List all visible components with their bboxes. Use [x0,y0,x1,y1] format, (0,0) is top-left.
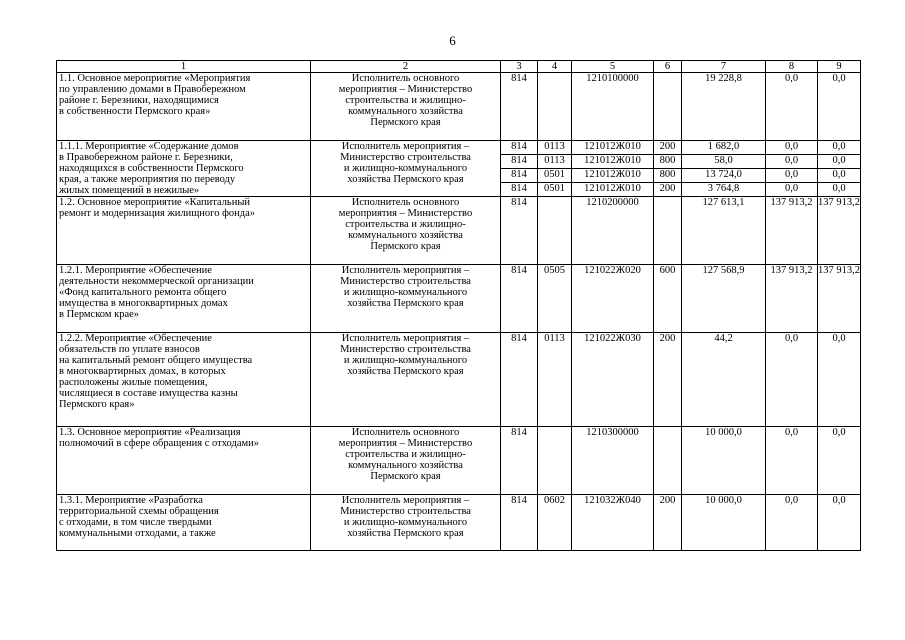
value-cell-c5: 121032Ж040 [572,495,654,551]
activity-name-cell: 1.3. Основное мероприятие «Реализация полномочий в сфере обращения с отходами» [57,427,311,495]
value-cell-c4: 0501 [538,169,572,183]
value-cell-c4 [538,73,572,141]
value-cell-c7: 10 000,0 [682,495,766,551]
value-cell-c7: 58,0 [682,155,766,169]
table-row [57,495,861,551]
header-cell: 3 [501,61,538,73]
value-cell-c5: 1210300000 [572,427,654,495]
value-cell-c6: 800 [654,155,682,169]
activity-name-cell: 1.3.1. Мероприятие «Разработка территориальной схемы обращения с отходами, в том числе твердыми коммунальными отходами, а также [57,495,311,551]
page-number: 6 [449,33,456,48]
value-cell-c5: 121012Ж010 [572,183,654,197]
executor-cell: Исполнитель мероприятия – Министерство строительства и жилищно-коммунального хозяйства Пермского края [311,495,501,551]
header-cell: 9 [818,61,861,73]
value-cell-c8: 0,0 [766,141,818,155]
table-row [57,73,861,141]
value-cell-c4: 0501 [538,183,572,197]
header-cell: 4 [538,61,572,73]
value-cell-c8: 0,0 [766,169,818,183]
value-cell-c4: 0602 [538,495,572,551]
activity-name-cell: 1.2. Основное мероприятие «Капитальный ремонт и модернизация жилищного фонда» [57,197,311,265]
value-cell-c7: 10 000,0 [682,427,766,495]
value-cell-c3: 814 [501,333,538,427]
value-cell-c7: 1 682,0 [682,141,766,155]
budget-table [56,60,861,551]
value-cell-c9: 0,0 [818,495,861,551]
value-cell-c7: 3 764,8 [682,183,766,197]
header-cell: 7 [682,61,766,73]
value-cell-c5: 121012Ж010 [572,155,654,169]
value-cell-c6: 800 [654,169,682,183]
value-cell-c6: 200 [654,333,682,427]
executor-cell: Исполнитель мероприятия – Министерство строительства и жилищно-коммунального хозяйства Пермского края [311,333,501,427]
value-cell-c4 [538,197,572,265]
value-cell-c5: 121022Ж030 [572,333,654,427]
header-cell: 1 [57,61,311,73]
table-row [57,265,861,333]
value-cell-c5: 121012Ж010 [572,141,654,155]
value-cell-c7: 127 568,9 [682,265,766,333]
table-row [57,333,861,427]
value-cell-c5: 121022Ж020 [572,265,654,333]
value-cell-c3: 814 [501,265,538,333]
table-row [57,427,861,495]
value-cell-c7: 44,2 [682,333,766,427]
value-cell-c8: 137 913,2 [766,265,818,333]
header-cell: 5 [572,61,654,73]
value-cell-c4: 0113 [538,333,572,427]
header-cell: 8 [766,61,818,73]
value-cell-c5: 121012Ж010 [572,169,654,183]
value-cell-c6 [654,73,682,141]
value-cell-c9: 0,0 [818,169,861,183]
value-cell-c5: 1210100000 [572,73,654,141]
value-cell-c9: 0,0 [818,141,861,155]
executor-cell: Исполнитель основного мероприятия – Министерство строительства и жилищно- коммунального хозяйства Пермского края [311,427,501,495]
header-cell: 2 [311,61,501,73]
value-cell-c4 [538,427,572,495]
value-cell-c4: 0505 [538,265,572,333]
value-cell-c6: 200 [654,495,682,551]
value-cell-c8: 0,0 [766,333,818,427]
value-cell-c3: 814 [501,495,538,551]
executor-cell: Исполнитель мероприятия – Министерство строительства и жилищно-коммунального хозяйства Пермского края [311,141,501,197]
value-cell-c3: 814 [501,141,538,155]
value-cell-c6 [654,197,682,265]
value-cell-c3: 814 [501,183,538,197]
value-cell-c6: 600 [654,265,682,333]
executor-cell: Исполнитель мероприятия – Министерство строительства и жилищно-коммунального хозяйства Пермского края [311,265,501,333]
value-cell-c3: 814 [501,73,538,141]
value-cell-c9: 0,0 [818,333,861,427]
value-cell-c8: 0,0 [766,495,818,551]
value-cell-c8: 0,0 [766,427,818,495]
value-cell-c9: 0,0 [818,155,861,169]
value-cell-c7: 13 724,0 [682,169,766,183]
value-cell-c6 [654,427,682,495]
value-cell-c9: 0,0 [818,183,861,197]
table-row [57,141,861,155]
activity-name-cell: 1.1.1. Мероприятие «Содержание домов в Правобережном районе г. Березники, находящихся в собственности Пермского края, а также мероприятия по переводу жилых помещений в нежилые» [57,141,311,197]
value-cell-c4: 0113 [538,141,572,155]
activity-name-cell: 1.1. Основное мероприятие «Мероприятия по управлению домами в Правобережном районе г. Березники, находящимися в собственности Пермского края» [57,73,311,141]
value-cell-c5: 1210200000 [572,197,654,265]
value-cell-c8: 0,0 [766,183,818,197]
value-cell-c8: 137 913,2 [766,197,818,265]
executor-cell: Исполнитель основного мероприятия – Министерство строительства и жилищно- коммунального хозяйства Пермского края [311,73,501,141]
header-cell: 6 [654,61,682,73]
value-cell-c3: 814 [501,169,538,183]
value-cell-c3: 814 [501,427,538,495]
value-cell-c7: 127 613,1 [682,197,766,265]
value-cell-c3: 814 [501,155,538,169]
value-cell-c8: 0,0 [766,155,818,169]
value-cell-c9: 137 913,2 [818,265,861,333]
value-cell-c6: 200 [654,183,682,197]
value-cell-c6: 200 [654,141,682,155]
value-cell-c4: 0113 [538,155,572,169]
value-cell-c3: 814 [501,197,538,265]
value-cell-c9: 0,0 [818,427,861,495]
value-cell-c8: 0,0 [766,73,818,141]
table-row [57,197,861,265]
executor-cell: Исполнитель основного мероприятия – Министерство строительства и жилищно- коммунального хозяйства Пермского края [311,197,501,265]
value-cell-c7: 19 228,8 [682,73,766,141]
activity-name-cell: 1.2.1. Мероприятие «Обеспечение деятельности некоммерческой организации «Фонд капитального ремонта общего имущества в многоквартирных домах в Пермском крае» [57,265,311,333]
value-cell-c9: 0,0 [818,73,861,141]
activity-name-cell: 1.2.2. Мероприятие «Обеспечение обязательств по уплате взносов на капитальный ремонт общего имущества в многоквартирных домах, в которых расположены жилые помещения, числящиеся в составе имущества казны Пермского края» [57,333,311,427]
value-cell-c9: 137 913,2 [818,197,861,265]
header-row [57,61,861,73]
